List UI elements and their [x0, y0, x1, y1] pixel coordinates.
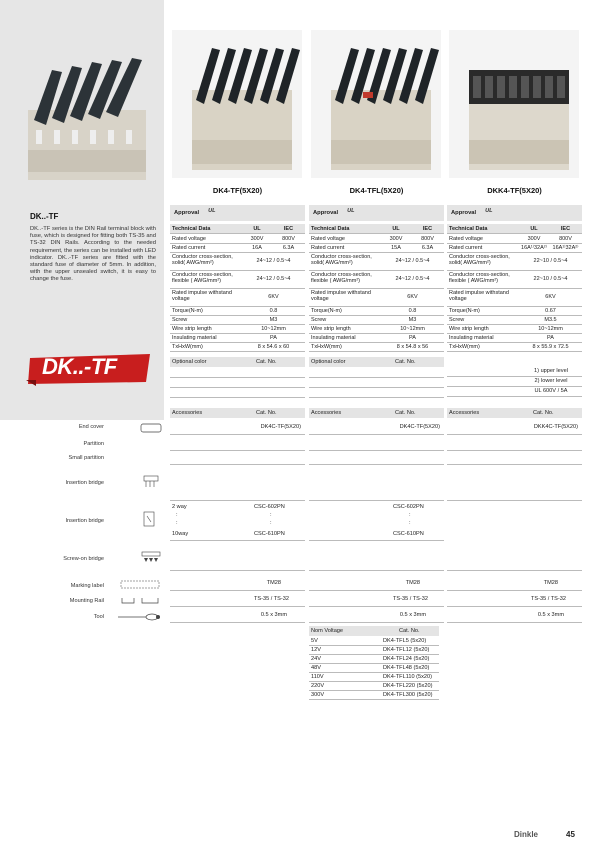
- divider: [309, 434, 444, 435]
- tech-header-row: [309, 224, 444, 234]
- page-number: 45: [566, 830, 575, 839]
- value: PA: [547, 335, 554, 341]
- approval-label: Approval: [451, 210, 477, 216]
- ul-listed-icon: ᵁᴸ: [208, 207, 216, 216]
- footer-brand: Dinkle: [514, 830, 539, 839]
- divider: [447, 386, 582, 387]
- tech-header-ul: UL: [253, 226, 261, 232]
- tech-row-impulse: [170, 289, 305, 307]
- tech-row-insul: [309, 334, 444, 343]
- voltage-value: 48V: [311, 665, 321, 671]
- tech-label: Rated voltage: [172, 236, 206, 242]
- dots: :: [409, 512, 411, 518]
- bridge-2way-catno: CSC-602PN: [393, 504, 424, 510]
- dots: :: [176, 520, 178, 526]
- tech-label: TxHxW(mm): [311, 344, 342, 350]
- nom-voltage-header: Nom Voltage: [311, 628, 344, 634]
- value: 6KV: [545, 294, 556, 300]
- voltage-row: [309, 691, 439, 700]
- tech-row-cond_solid: [170, 253, 305, 271]
- tech-row-screw: [170, 316, 305, 325]
- tech-label: Wire strip length: [449, 326, 489, 332]
- value-iec: 6.3A: [282, 245, 295, 251]
- value-ul: 15A: [391, 245, 401, 251]
- divider: [447, 396, 582, 397]
- optional-color-label: Optional color: [311, 359, 346, 365]
- tool-catno: 0.5 x 3mm: [260, 612, 287, 618]
- product-photo: [311, 30, 441, 178]
- voltage-row: [309, 637, 439, 646]
- tech-header: Technical Data: [172, 226, 211, 232]
- tech-label: Insulating material: [311, 335, 356, 341]
- value: 8 x 54.6 x 60: [257, 344, 290, 350]
- tech-header-ul: UL: [392, 226, 400, 232]
- label-insertion-bridge-1: Insertion bridge: [65, 480, 104, 486]
- approval-bar: [170, 205, 305, 221]
- tech-row-rated_voltage: [309, 235, 444, 244]
- voltage-catno: DK4-TFL48 (5x20): [383, 665, 430, 671]
- value: 10~12mm: [400, 326, 425, 332]
- optional-color-bar: [309, 357, 444, 367]
- tech-label: Conductor cross-section, solid( AWG/mm²): [449, 254, 510, 267]
- tech-label: Rated current: [449, 245, 483, 251]
- approval-bar: [447, 205, 582, 221]
- tech-label: Rated impulse withstand voltage: [449, 290, 509, 303]
- rail-catno: TS-35 / TS-32: [530, 596, 566, 602]
- tech-row-impulse: [447, 289, 582, 307]
- tech-label: Rated impulse withstand voltage: [311, 290, 371, 303]
- rail-catno: TS-35 / TS-32: [253, 596, 289, 602]
- insertion-bridge-comb-icon: [142, 474, 160, 492]
- tech-label: Rated voltage: [449, 236, 483, 242]
- voltage-value: 5V: [311, 638, 318, 644]
- divider: [170, 464, 305, 465]
- dots: :: [176, 512, 178, 518]
- value: 24~12 / 0.5~4: [256, 258, 291, 264]
- voltage-catno: DK4-TFL5 (5x20): [383, 638, 427, 644]
- voltage-catno: DK4-TFL300 (5x20): [383, 692, 433, 698]
- value: 24~12 / 0.5~4: [256, 276, 291, 282]
- tech-label: Torque(N-m): [311, 308, 342, 314]
- dots: :: [270, 512, 272, 518]
- dots: :: [270, 520, 272, 526]
- accessories-label: Accessories: [449, 410, 480, 416]
- value: 8 x 55.9 x 72.5: [532, 344, 569, 350]
- value: PA: [409, 335, 416, 341]
- tech-label: Insulating material: [449, 335, 494, 341]
- tech-label: Conductor cross-section, solid( AWG/mm²): [172, 254, 233, 267]
- tech-label: Screw: [449, 317, 465, 323]
- label-tool: Tool: [93, 614, 104, 620]
- tech-header-iec: IEC: [283, 226, 294, 232]
- insertion-bridge-icon: [142, 510, 158, 530]
- marking-label-icon: [120, 580, 160, 590]
- tech-header-iec: IEC: [422, 226, 433, 232]
- value: M3: [408, 317, 417, 323]
- tech-row-rated_current: [170, 244, 305, 253]
- tech-row-cond_flex: [447, 271, 582, 289]
- label-screw-bridge: Screw-on bridge: [63, 556, 104, 562]
- tech-header-ul: UL: [530, 226, 538, 232]
- tech-label: Screw: [172, 317, 188, 323]
- end-cover-catno: DK4C-TF(5X20): [399, 424, 440, 430]
- tech-row-rated_voltage: [447, 235, 582, 244]
- label-small-partition: Small partition: [68, 455, 104, 461]
- value-iec: 800V: [421, 236, 434, 242]
- voltage-row: [309, 682, 439, 691]
- value-ul: 16A¹⁾32A²⁾: [521, 245, 547, 251]
- voltage-value: 110V: [311, 674, 324, 680]
- divider: [309, 387, 444, 388]
- divider: [170, 387, 305, 388]
- tech-row-txhxw: [447, 343, 582, 352]
- tech-row-txhxw: [170, 343, 305, 352]
- divider: [170, 434, 305, 435]
- tech-header-iec: IEC: [560, 226, 571, 232]
- value: M3.5: [544, 317, 557, 323]
- tech-label: TxHxW(mm): [449, 344, 480, 350]
- accessories-label: Accessories: [311, 410, 342, 416]
- tech-label: Wire strip length: [172, 326, 212, 332]
- marking-catno: TM28: [543, 580, 558, 586]
- divider: [447, 622, 582, 623]
- tech-label: Insulating material: [172, 335, 217, 341]
- note-line: UL 600V / 5A: [534, 388, 568, 394]
- tech-row-insul: [170, 334, 305, 343]
- divider: [309, 590, 444, 591]
- mounting-rail-icon: [120, 596, 160, 606]
- voltage-value: 12V: [311, 647, 321, 653]
- value-iec: 800V: [559, 236, 572, 242]
- value-ul: 300V: [389, 236, 403, 242]
- tech-label: Rated current: [311, 245, 345, 251]
- series-banner-text: DK..-TF: [42, 354, 117, 379]
- tech-label: Rated current: [172, 245, 206, 251]
- divider: [170, 590, 305, 591]
- value: 22~10 / 0.5~4: [533, 276, 568, 282]
- tech-row-strip: [447, 325, 582, 334]
- optional-color-bar: [170, 357, 305, 367]
- divider: [170, 377, 305, 378]
- voltage-value: 300V: [311, 692, 325, 698]
- tech-row-strip: [309, 325, 444, 334]
- label-rail: Mounting Rail: [69, 598, 104, 604]
- label-end-cover: End cover: [78, 424, 104, 430]
- tech-row-cond_solid: [447, 253, 582, 271]
- voltage-catno: DK4-TFL12 (5x20): [383, 647, 430, 653]
- value: 0.8: [408, 308, 417, 314]
- value: 8 x 54.8 x 56: [396, 344, 429, 350]
- tech-label: Rated voltage: [311, 236, 345, 242]
- tech-label: Conductor cross-section, flexible ( AWG/mm²): [311, 272, 372, 285]
- product-description: DK..-TF series is the DIN Rail terminal block with fuse, which is designed for fitting both TS-35 and TS-32 DIN Rails. According to the needed requirement, the series can be installed with LED indicator. DK..-TF series are fitted with the standard fuse of diameter of 5mm. In addition, with the upper unsealed switch, it is easy to change the fuse.: [30, 226, 156, 283]
- value: 0.8: [269, 308, 278, 314]
- product-column: [170, 0, 305, 640]
- divider: [447, 464, 582, 465]
- divider: [447, 500, 582, 501]
- end-cover-catno: DK4C-TF(5X20): [260, 424, 301, 430]
- voltage-catno: DK4-TFL24 (5x20): [383, 656, 430, 662]
- marking-catno: TM28: [266, 580, 281, 586]
- tech-label: Wire strip length: [311, 326, 351, 332]
- label-insertion-bridge-2: Insertion bridge: [65, 518, 104, 524]
- value: 22~10 / 0.5~4: [533, 258, 568, 264]
- voltage-row: [309, 655, 439, 664]
- tech-label: Torque(N-m): [449, 308, 480, 314]
- voltage-catno-header: Cat. No.: [399, 628, 420, 634]
- divider: [447, 590, 582, 591]
- product-column: [309, 0, 444, 640]
- value: PA: [270, 335, 277, 341]
- bridge-10way-label: 10way: [172, 531, 189, 537]
- accessories-bar: [170, 408, 305, 418]
- tech-header-row: [170, 224, 305, 234]
- divider: [447, 570, 582, 571]
- note-line: 1) upper level: [534, 368, 568, 374]
- ul-listed-icon: ᵁᴸ: [485, 207, 493, 216]
- product-series-title: DK..-TF: [30, 212, 59, 221]
- divider: [170, 450, 305, 451]
- divider: [309, 397, 444, 398]
- tech-row-screw: [447, 316, 582, 325]
- tech-label: Conductor cross-section, flexible ( AWG/mm²): [449, 272, 510, 285]
- tech-label: Conductor cross-section, solid( AWG/mm²): [311, 254, 372, 267]
- tech-label: TxHxW(mm): [172, 344, 203, 350]
- tech-row-torque: [170, 307, 305, 316]
- divider: [309, 500, 444, 501]
- approval-label: Approval: [313, 210, 339, 216]
- divider: [447, 376, 582, 377]
- value: 24~12 / 0.5~4: [395, 258, 430, 264]
- approval-bar: [309, 205, 444, 221]
- tech-row-torque: [447, 307, 582, 316]
- value: 6KV: [407, 294, 418, 300]
- tech-label: Torque(N-m): [172, 308, 203, 314]
- tech-header: Technical Data: [449, 226, 488, 232]
- bridge-2way-catno: CSC-602PN: [254, 504, 285, 510]
- voltage-row: [309, 664, 439, 673]
- divider: [447, 450, 582, 451]
- voltage-value: 220V: [311, 683, 325, 689]
- value: 6KV: [268, 294, 279, 300]
- accessories-catno: Cat. No.: [256, 410, 277, 416]
- value: 24~12 / 0.5~4: [395, 276, 430, 282]
- value: 10~12mm: [261, 326, 286, 332]
- tech-row-torque: [309, 307, 444, 316]
- product-photo: [449, 30, 579, 178]
- value: 10~12mm: [538, 326, 563, 332]
- value-iec: 6.3A: [421, 245, 434, 251]
- accessories-bar: [309, 408, 444, 418]
- tech-label: Rated impulse withstand voltage: [172, 290, 232, 303]
- tech-row-rated_voltage: [170, 235, 305, 244]
- divider: [309, 464, 444, 465]
- marking-catno: TM28: [405, 580, 420, 586]
- end-cover-icon: [140, 422, 162, 434]
- label-partition: Partition: [83, 441, 104, 447]
- divider: [170, 570, 305, 571]
- divider: [309, 570, 444, 571]
- divider: [170, 606, 305, 607]
- tech-label: Screw: [311, 317, 327, 323]
- divider: [170, 622, 305, 623]
- bridge-10way-catno: CSC-610PN: [393, 531, 424, 537]
- voltage-table-header: [309, 626, 439, 636]
- model-name: DKK4-TF(5X20): [487, 186, 542, 195]
- screwdriver-icon: [116, 612, 162, 622]
- value-ul: 300V: [527, 236, 541, 242]
- tech-row-cond_flex: [170, 271, 305, 289]
- divider: [447, 606, 582, 607]
- end-cover-catno: DKK4C-TF(5X20): [533, 424, 578, 430]
- tech-row-rated_current: [447, 244, 582, 253]
- voltage-catno: DK4-TFL110 (5x20): [383, 674, 433, 680]
- screw-bridge-icon: [140, 550, 162, 564]
- voltage-row: [309, 673, 439, 682]
- bridge-2way-label: 2 way: [172, 504, 187, 510]
- accessories-label: Accessories: [172, 410, 203, 416]
- product-photo: [172, 30, 302, 178]
- tech-row-rated_current: [309, 244, 444, 253]
- divider: [170, 397, 305, 398]
- product-column: [447, 0, 582, 640]
- divider: [309, 622, 444, 623]
- divider: [447, 434, 582, 435]
- ul-listed-icon: ᵁᴸ: [347, 207, 355, 216]
- tech-row-screw: [309, 316, 444, 325]
- accessories-catno: Cat. No.: [395, 410, 416, 416]
- voltage-row: [309, 646, 439, 655]
- optional-catno-label: Cat. No.: [256, 359, 277, 365]
- accessories-bar: [447, 408, 582, 418]
- dots: :: [409, 520, 411, 526]
- tech-row-insul: [447, 334, 582, 343]
- note-line: 2) lower level: [534, 378, 568, 384]
- divider: [309, 450, 444, 451]
- value-ul: 16A: [252, 245, 262, 251]
- rail-catno: TS-35 / TS-32: [392, 596, 428, 602]
- value: M3: [269, 317, 278, 323]
- divider: [309, 540, 444, 541]
- label-marking: Marking label: [70, 583, 104, 589]
- model-name: DK4-TFL(5X20): [349, 186, 404, 195]
- divider: [170, 500, 305, 501]
- divider: [170, 540, 305, 541]
- tech-row-strip: [170, 325, 305, 334]
- product-main-image: [14, 30, 158, 190]
- value: 0.67: [545, 308, 556, 314]
- divider: [309, 377, 444, 378]
- value-ul: 300V: [250, 236, 264, 242]
- optional-catno-label: Cat. No.: [395, 359, 416, 365]
- value-iec: 16A¹⁾32A²⁾: [552, 245, 579, 251]
- tool-catno: 0.5 x 3mm: [399, 612, 426, 618]
- value-iec: 800V: [282, 236, 295, 242]
- divider: [309, 606, 444, 607]
- bridge-10way-catno: CSC-610PN: [254, 531, 285, 537]
- tech-row-txhxw: [309, 343, 444, 352]
- tech-label: Conductor cross-section, flexible ( AWG/mm²): [172, 272, 233, 285]
- tech-header-row: [447, 224, 582, 234]
- optional-color-label: Optional color: [172, 359, 207, 365]
- model-name: DK4-TF(5X20): [212, 186, 263, 195]
- tech-header: Technical Data: [311, 226, 350, 232]
- accessories-catno: Cat. No.: [533, 410, 554, 416]
- voltage-catno: DK4-TFL220 (5x20): [383, 683, 433, 689]
- tool-catno: 0.5 x 3mm: [537, 612, 564, 618]
- voltage-value: 24V: [311, 656, 321, 662]
- approval-label: Approval: [174, 210, 200, 216]
- tech-row-cond_flex: [309, 271, 444, 289]
- tech-row-impulse: [309, 289, 444, 307]
- tech-row-cond_solid: [309, 253, 444, 271]
